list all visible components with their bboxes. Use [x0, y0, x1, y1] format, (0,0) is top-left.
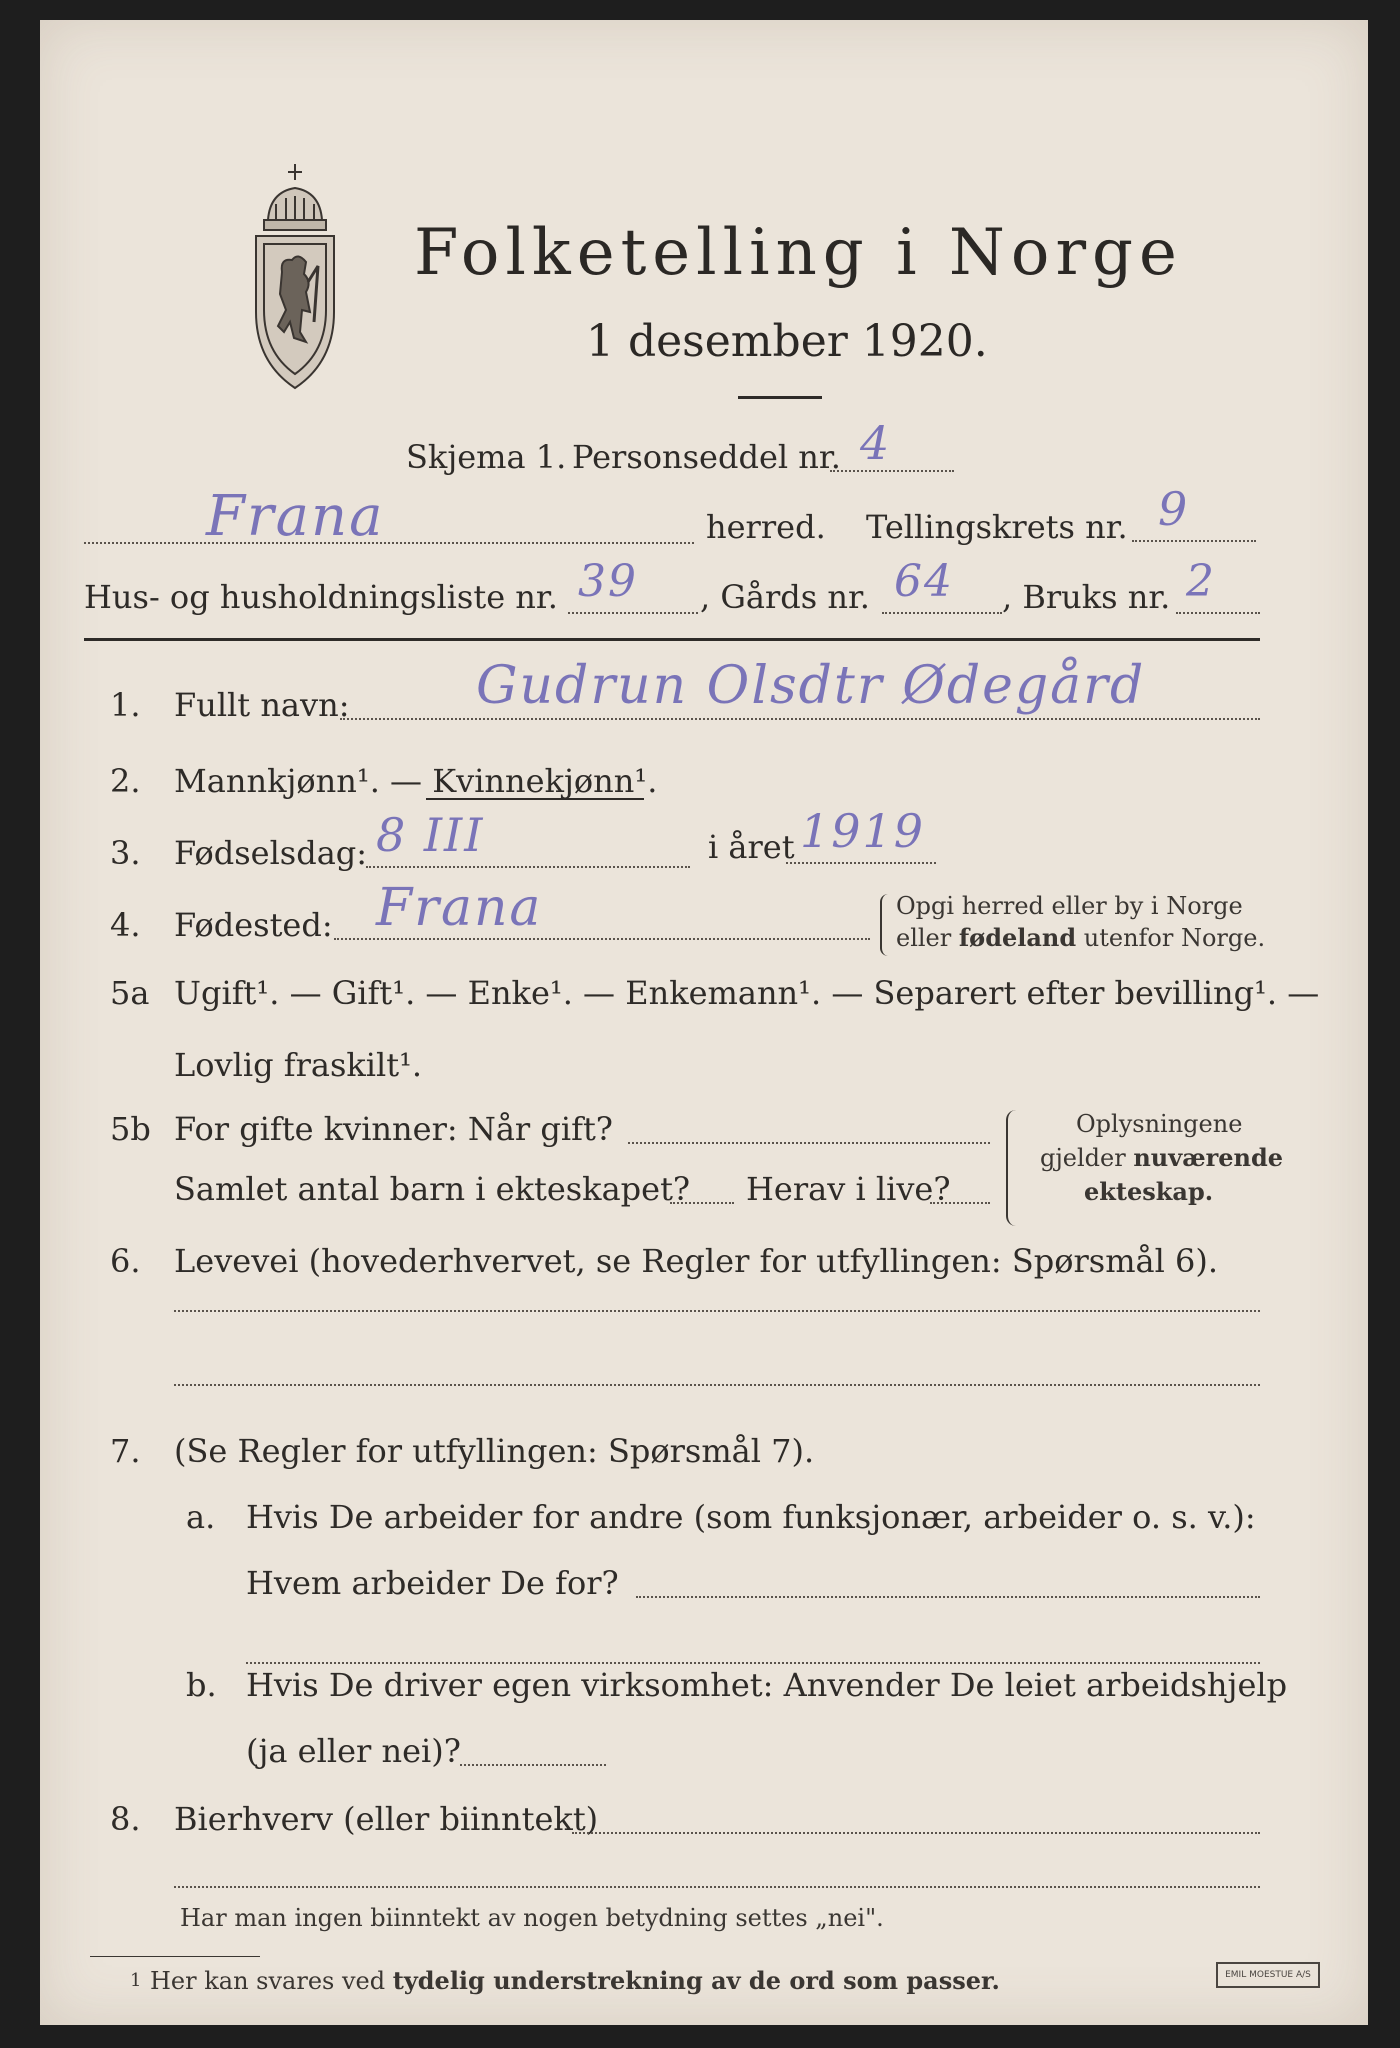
q6-number: 6.	[110, 1242, 141, 1280]
q3-line	[366, 866, 690, 868]
q7a-letter: a.	[186, 1498, 216, 1536]
q3-year-line	[786, 862, 936, 864]
q4-brace	[880, 894, 892, 956]
page-subtitle: 1 desember 1920.	[586, 316, 988, 367]
biinntekt-note: Har man ingen biinntekt av nogen betydning settes „nei".	[180, 1904, 884, 1932]
footnote-rule	[90, 1956, 260, 1957]
q5b-note-3: ekteskap.	[1084, 1177, 1214, 1206]
q5b-married-line	[628, 1142, 990, 1144]
personseddel-line	[830, 470, 954, 472]
q7b-letter: b.	[186, 1666, 217, 1704]
gards-label: , Gårds nr.	[700, 578, 870, 616]
q8-number: 8.	[110, 1800, 141, 1838]
hus-label: Hus- og husholdningsliste nr.	[84, 578, 558, 616]
q7a-label-2: Hvem arbeider De for?	[246, 1564, 619, 1602]
q2-underline-kvinnekjonn	[426, 798, 644, 800]
bruks-line	[1176, 612, 1260, 614]
gards-line	[882, 612, 1002, 614]
birthplace-value[interactable]: Frana	[376, 878, 543, 938]
bruks-value[interactable]: 2	[1186, 556, 1216, 607]
footnote-text: Her kan svares ved tydelig understrekning av de ord som passer.	[150, 1966, 1000, 1995]
q7a-line-2	[246, 1662, 1260, 1664]
tellingskrets-value[interactable]: 9	[1158, 482, 1190, 536]
q4-note-2: eller fødeland utenfor Norge.	[896, 923, 1266, 952]
bruks-label: , Bruks nr.	[1002, 578, 1171, 616]
herred-value[interactable]: Frana	[206, 484, 385, 549]
q1-line	[340, 718, 1260, 720]
q7a-line-1	[636, 1596, 1260, 1598]
skjema-label: Skjema 1.	[406, 438, 567, 476]
page-title: Folketelling i Norge	[414, 216, 1183, 290]
q5b-alive-line	[930, 1202, 990, 1204]
q7b-label: Hvis De driver egen virksomhet: Anvender De leiet arbeidshjelp	[246, 1666, 1288, 1704]
full-name-value[interactable]: Gudrun Olsdtr Ødegård	[476, 656, 1146, 716]
q4-number: 4.	[110, 906, 141, 944]
q7b-line	[460, 1764, 606, 1766]
q5b-note-1: Oplysningene	[1076, 1110, 1243, 1138]
q3-number: 3.	[110, 834, 141, 872]
q7a-label: Hvis De arbeider for andre (som funksjonær, arbeider o. s. v.):	[246, 1498, 1256, 1536]
q8-line-1	[572, 1832, 1260, 1834]
q6-line-2	[174, 1384, 1260, 1386]
q5b-children-line	[670, 1202, 734, 1204]
q4-line	[334, 938, 870, 940]
norwegian-coat-of-arms-icon	[246, 162, 344, 392]
herred-label: herred.	[706, 508, 826, 546]
q5a-number: 5a	[110, 974, 150, 1012]
census-form-sheet	[40, 20, 1368, 2025]
q2-number: 2.	[110, 762, 141, 800]
q5b-number: 5b	[110, 1110, 151, 1148]
q8-line-2	[174, 1886, 1260, 1888]
q3-label: Fødselsdag:	[174, 834, 368, 872]
q5a-label-2: Lovlig fraskilt¹.	[174, 1046, 423, 1084]
q3-year-label: i året	[708, 828, 795, 866]
q7-label: (Se Regler for utfyllingen: Spørsmål 7).	[174, 1432, 815, 1470]
header-rule	[84, 638, 1260, 641]
birth-year-value[interactable]: 1919	[800, 804, 926, 858]
q8-label: Bierhverv (eller biinntekt)	[174, 1800, 599, 1838]
title-divider	[738, 396, 822, 399]
q5b-brace	[1006, 1110, 1020, 1226]
gards-value[interactable]: 64	[894, 556, 954, 607]
q5b-note-2: gjelder nuværende	[1040, 1143, 1284, 1172]
q1-label: Fullt navn:	[174, 686, 350, 724]
herred-line	[84, 542, 694, 544]
q1-number: 1.	[110, 686, 141, 724]
q4-label: Fødested:	[174, 906, 333, 944]
q2-label: Mannkjønn¹. — Kvinnekjønn¹.	[174, 762, 658, 800]
personseddel-value[interactable]: 4	[860, 416, 892, 470]
q5a-label: Ugift¹. — Gift¹. — Enke¹. — Enkemann¹. — Separert efter bevilling¹. —	[174, 974, 1320, 1012]
q7b-label-2: (ja eller nei)?	[246, 1732, 461, 1770]
birthday-value[interactable]: 8 III	[376, 808, 485, 862]
q4-note-1: Opgi herred eller by i Norge	[896, 892, 1243, 920]
tellingskrets-label: Tellingskrets nr.	[866, 508, 1128, 546]
q6-line-1	[174, 1310, 1260, 1312]
hus-line	[568, 612, 698, 614]
printer-stamp: EMIL MOESTUE A/S	[1216, 1962, 1320, 1988]
tellingskrets-line	[1132, 540, 1256, 542]
q7-number: 7.	[110, 1432, 141, 1470]
q5b-label-2: Samlet antal barn i ekteskapet?	[174, 1170, 691, 1208]
q5b-label: For gifte kvinner: Når gift?	[174, 1110, 613, 1148]
q5b-label-3: Herav i live?	[746, 1170, 951, 1208]
footnote-mark: 1	[130, 1970, 142, 1991]
personseddel-label: Personseddel nr.	[572, 438, 841, 476]
hus-value[interactable]: 39	[578, 556, 638, 607]
q6-label: Levevei (hovederhvervet, se Regler for utfyllingen: Spørsmål 6).	[174, 1242, 1219, 1280]
